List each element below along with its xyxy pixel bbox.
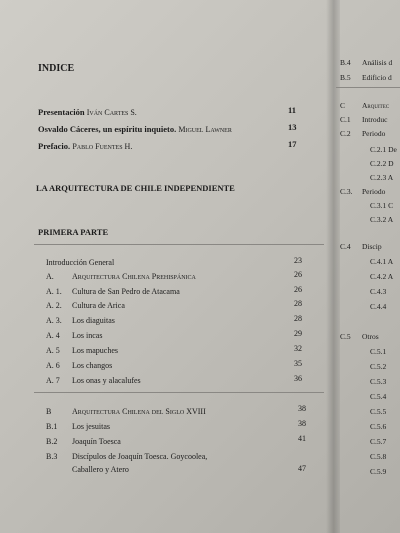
toc-entry-page: 38 [298,419,306,428]
toc-entry-number: A. 6 [46,361,60,370]
toc-entry-title: Cultura de Arica [72,301,125,310]
right-entry-title: C.3.1 C [370,201,394,210]
front-entry-page: 17 [288,139,297,149]
toc-entry-number: A. 5 [46,346,60,355]
front-entry-page: 11 [288,105,297,115]
right-entry-number: C.1 [340,115,351,124]
toc-entry-page: 29 [294,329,302,338]
toc-entry-number: B.1 [46,422,58,431]
divider-rule [336,87,400,88]
right-entry-title: C.5.2 [370,362,387,371]
right-entry-title: C.4.4 [370,302,387,311]
toc-entry-page: 35 [294,359,302,368]
right-page [336,0,400,533]
toc-entry-title: Arquitectura Chilena Prehispánica [72,272,196,281]
toc-entry-page: 23 [294,256,302,265]
toc-entry-number: A. 1. [46,287,62,296]
toc-entry-number: A. 4 [46,331,60,340]
right-entry-title: C.4.1 A [370,257,394,266]
toc-entry-number: A. 3. [46,316,62,325]
toc-entry-page: 38 [298,404,306,413]
right-entry-title: C.5.9 [370,467,387,476]
right-entry-title: C.2.1 De [370,145,397,154]
toc-entry-number: A. 2. [46,301,62,310]
right-entry-title: Discip [362,242,382,251]
right-entry-title: Otros [362,332,379,341]
front-entry-page: 13 [288,122,297,132]
right-entry-title: Edificio d [362,73,392,82]
right-entry-number: C.5 [340,332,351,341]
toc-entry-page: 36 [294,374,302,383]
right-entry-title: Arquitec [362,101,390,110]
right-entry-number: C [340,101,346,110]
toc-entry-page: 41 [298,434,306,443]
right-entry-title: C.5.1 [370,347,387,356]
toc-entry-title: Los onas y alacalufes [72,376,141,385]
toc-entry-title: Los diaguitas [72,316,115,325]
toc-entry-title: Joaquín Toesca [72,437,121,446]
right-entry-title: C.5.4 [370,392,387,401]
right-entry-number: B.5 [340,73,351,82]
toc-entry-title: Los changos [72,361,113,370]
right-entry-title: Periodo [362,187,386,196]
right-entry-title: C.5.8 [370,452,387,461]
toc-entry-title: Introducción General [46,258,115,267]
toc-entry-title: Arquitectura Chilena del Siglo XVIII [72,407,206,416]
divider-rule [34,244,324,245]
right-entry-number: C.2 [340,129,351,138]
toc-entry-title: Los mapuches [72,346,118,355]
right-entry-number: C.4 [340,242,351,251]
toc-entry-title: Los jesuitas [72,422,110,431]
toc-entry-page: 47 [298,464,306,473]
front-entry-title: Prefacio. [38,141,71,151]
toc-entry-page: 26 [294,285,302,294]
toc-entry-title: Discípulos de Joaquín Toesca. Goycoolea, [72,452,208,461]
right-entry-title: C.2.3 A [370,173,394,182]
toc-entry-page: 28 [294,299,302,308]
toc-entry-title: Los incas [72,331,103,340]
toc-entry-page: 28 [294,314,302,323]
front-entry-osvaldo [38,124,232,134]
right-entry-title: C.4.3 [370,287,387,296]
front-entry-author: Iván Cartes S. [86,108,137,117]
toc-entry-number: B [46,407,52,416]
right-entry-title: Introduc [362,115,388,124]
right-entry-title: C.4.2 A [370,272,394,281]
front-entry-author: Pablo Fuentes H. [72,142,133,151]
toc-entry-title: Caballero y Atero [72,465,129,474]
front-entry-title: Presentación [38,107,85,117]
toc-entry-title: Cultura de San Pedro de Atacama [72,287,180,296]
right-entry-title: C.3.2 A [370,215,394,224]
front-entry-prefacio [38,141,132,151]
divider-rule [34,392,324,393]
front-entry-title: Osvaldo Cáceres, un espíritu inquieto. [38,124,177,134]
toc-entry-number: A. [46,272,54,281]
right-entry-title: C.5.6 [370,422,387,431]
right-entry-title: C.5.7 [370,437,387,446]
toc-entry-number: A. 7 [46,376,60,385]
right-entry-number: B.4 [340,58,351,67]
right-entry-title: C.5.5 [370,407,387,416]
part-heading: PRIMERA PARTE [38,227,109,237]
right-entry-title: Periodo [362,129,386,138]
main-title: LA ARQUITECTURA DE CHILE INDEPENDIENTE [36,183,235,193]
right-entry-title: C.5.3 [370,377,387,386]
toc-entry-page: 26 [294,270,302,279]
right-entry-title: Análisis d [362,58,393,67]
toc-entry-number: B.2 [46,437,58,446]
front-entry-author: Miguel Lawner [178,125,232,134]
index-heading: INDICE [38,63,75,74]
front-entry-presentacion [38,107,137,117]
toc-entry-page: 32 [294,344,302,353]
toc-entry-number: B.3 [46,452,58,461]
right-entry-title: C.2.2 D [370,159,394,168]
right-entry-number: C.3. [340,187,353,196]
